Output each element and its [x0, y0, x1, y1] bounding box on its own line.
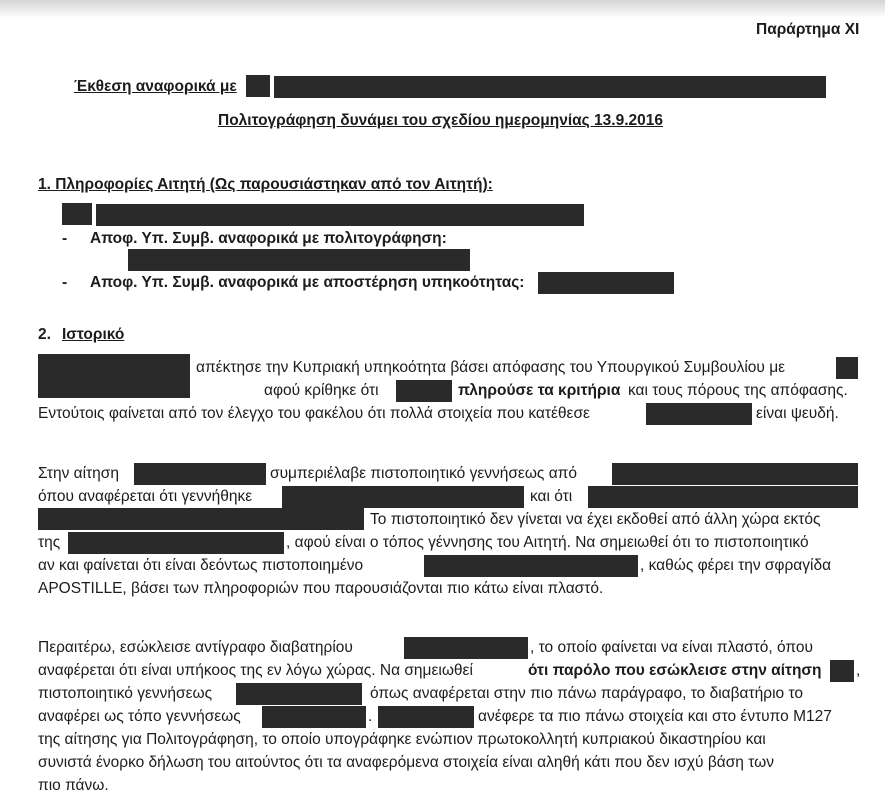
p2-line5b: , καθώς φέρει την σφραγίδα	[640, 557, 832, 574]
p2-line4b: , αφού είναι ο τόπος γέννησης του Αιτητή. Να σημειωθεί ότι το πιστοποιητικό	[286, 534, 809, 551]
redaction-block	[538, 272, 674, 294]
annex-label: Παράρτημα XI	[756, 21, 860, 38]
p2-line5a: αν και φαίνεται ότι είναι δεόντως πιστοποιημένο	[38, 557, 364, 574]
p3-line6: συνιστά ένορκο δήλωση του αιτούντος ότι τα αναφερόμενα στοιχεία είναι αληθή κάτι που δεν ισχύ βάση των	[38, 754, 774, 771]
p2-line2a: όπου αναφέρεται ότι γεννήθηκε	[38, 488, 253, 505]
p3-line4a: αναφέρει ως τόπο γεννήσεως	[38, 708, 241, 725]
report-title: Έκθεση αναφορικά με	[74, 78, 237, 95]
redaction-block	[274, 76, 826, 98]
redaction-block	[134, 463, 266, 485]
redaction-block	[404, 637, 528, 659]
redaction-block	[68, 532, 284, 554]
redaction-block	[236, 683, 362, 705]
redaction-block	[246, 75, 270, 97]
section2-heading: Ιστορικό	[62, 326, 125, 343]
p3-line3a: πιστοποιητικό γεννήσεως	[38, 685, 213, 702]
p3-line5: της αίτησης για Πολιτογράφηση, το οποίο υπογράφηκε ενώπιον πρωτοκολλητή κυπριακού δικαστηρίου και	[38, 731, 766, 748]
p1-line2a: αφού κρίθηκε ότι	[264, 382, 379, 399]
p3-line4c: ανέφερε τα πιο πάνω στοιχεία και στο έντυπο Μ127	[478, 708, 832, 725]
p3-line4b: .	[368, 708, 373, 725]
p2-line1b: συμπεριέλαβε πιστοποιητικό γεννήσεως από	[270, 465, 577, 482]
section2-number: 2.	[38, 326, 51, 343]
redaction-block	[830, 660, 854, 682]
redaction-block	[262, 706, 366, 728]
bullet-dash: -	[62, 274, 68, 291]
p2-line6: APOSTILLE, βάσει των πληροφοριών που παρουσιάζονται πιο κάτω είναι πλαστό.	[38, 580, 604, 597]
redaction-block	[38, 354, 190, 398]
p2-line1a: Στην αίτηση	[38, 465, 119, 482]
bullet-deprivation: Αποφ. Υπ. Συμβ. αναφορικά με αποστέρηση υπηκοότητας:	[90, 274, 525, 291]
p1-line2b: πληρούσε τα κριτήρια	[458, 382, 621, 399]
p2-line2b: και ότι	[530, 488, 573, 505]
p3-line1b: , το οποίο φαίνεται να είναι πλαστό, όπου	[530, 639, 813, 656]
p1-line2c: και τους πόρους της απόφασης.	[628, 382, 848, 399]
subtitle: Πολιτογράφηση δυνάμει του σχεδίου ημερομηνίας 13.9.2016	[218, 112, 663, 129]
redaction-block	[38, 508, 364, 530]
redaction-block	[96, 204, 584, 226]
redaction-block	[62, 203, 92, 225]
redaction-block	[588, 486, 858, 508]
section1-heading: 1. Πληροφορίες Αιτητή (Ως παρουσιάστηκαν από τον Αιτητή):	[38, 176, 493, 193]
bullet-dash: -	[62, 230, 68, 247]
p3-line7: πιο πάνω.	[38, 777, 109, 794]
redaction-block	[646, 403, 752, 425]
p3-line2b: ότι παρόλο που εσώκλεισε στην αίτηση	[528, 662, 822, 679]
p2-line3: Το πιστοποιητικό δεν γίνεται να έχει εκδοθεί από άλλη χώρα εκτός	[370, 511, 821, 528]
p1-line3b: είναι ψευδή.	[756, 405, 839, 422]
redaction-block	[836, 357, 858, 379]
redaction-block	[378, 706, 474, 728]
p3-line2a: αναφέρεται ότι είναι υπήκοος της εν λόγω χώρας. Να σημειωθεί	[38, 662, 473, 679]
p3-line3b: όπως αναφέρεται στην πιο πάνω παράγραφο, το διαβατήριο το	[370, 685, 803, 702]
p3-line2c: ,	[856, 662, 861, 679]
p1-line1: απέκτησε την Κυπριακή υπηκοότητα βάσει απόφασης του Υπουργικού Συμβουλίου με	[196, 359, 786, 376]
redaction-block	[424, 555, 638, 577]
redaction-block	[612, 463, 858, 485]
redaction-block	[282, 486, 524, 508]
redaction-block	[396, 380, 452, 402]
scan-top-shadow	[0, 0, 885, 18]
bullet-naturalization: Αποφ. Υπ. Συμβ. αναφορικά με πολιτογράφηση:	[90, 230, 447, 247]
p2-line4a: της	[38, 534, 61, 551]
redaction-block	[128, 249, 470, 271]
p3-line1a: Περαιτέρω, εσώκλεισε αντίγραφο διαβατηρίου	[38, 639, 353, 656]
p1-line3a: Εντούτοις φαίνεται από τον έλεγχο του φακέλου ότι πολλά στοιχεία που κατέθεσε	[38, 405, 590, 422]
